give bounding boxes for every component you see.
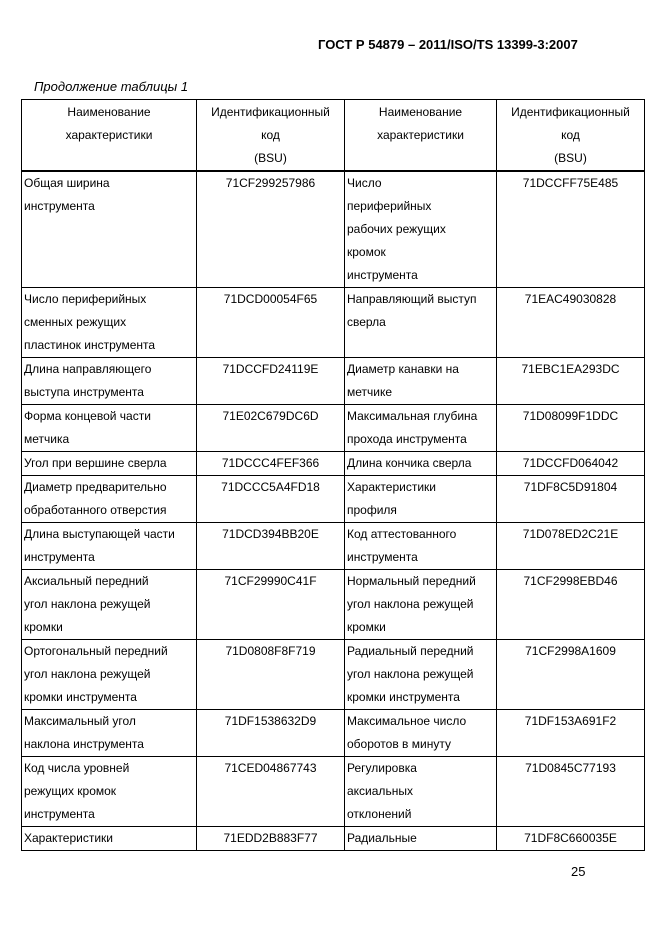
column-header-name-2 xyxy=(345,100,497,172)
cell-line: Угол при вершине сверла xyxy=(24,456,167,470)
cell-line: Число xyxy=(347,176,382,190)
characteristic-name-left xyxy=(22,358,197,405)
cell-line: отклонений xyxy=(347,807,412,821)
cell-line: инструмента xyxy=(347,268,418,282)
table-row xyxy=(22,452,645,476)
column-header-code-2 xyxy=(497,100,645,172)
cell-line: Нормальный передний xyxy=(347,574,476,588)
cell-line: Диаметр канавки на xyxy=(347,362,459,376)
cell-line: оборотов в минуту xyxy=(347,737,451,751)
characteristic-name-left xyxy=(22,288,197,358)
cell-line: Число периферийных xyxy=(24,292,147,306)
characteristic-name-right xyxy=(345,523,497,570)
bsu-code-left: 71DCCC4FEF366 xyxy=(197,452,345,476)
cell-line: периферийных xyxy=(347,199,432,213)
bsu-code-left: 71DCD394BB20E xyxy=(197,523,345,570)
cell-line: метчике xyxy=(347,385,393,399)
cell-line: Радиальные xyxy=(347,831,417,845)
cell-line: рабочих режущих xyxy=(347,222,446,236)
characteristic-name-left xyxy=(22,171,197,288)
bsu-code-right: 71EAC49030828 xyxy=(497,288,645,358)
cell-line: Идентификационный xyxy=(211,105,330,119)
cell-line: характеристики xyxy=(377,128,464,142)
cell-line: сменных режущих xyxy=(24,315,127,329)
page-number: 25 xyxy=(571,864,586,879)
table-caption: Продолжение таблицы 1 xyxy=(34,79,189,94)
cell-line: выступа инструмента xyxy=(24,385,144,399)
characteristic-name-left xyxy=(22,452,197,476)
cell-line: Аксиальный передний xyxy=(24,574,149,588)
characteristic-name-right xyxy=(345,358,497,405)
cell-line: инструмента xyxy=(24,807,95,821)
characteristics-table xyxy=(21,99,645,851)
cell-line: Длина кончика сверла xyxy=(347,456,472,470)
characteristic-name-left xyxy=(22,570,197,640)
cell-line: сверла xyxy=(347,315,386,329)
cell-line: Характеристики xyxy=(24,831,113,845)
table-row xyxy=(22,523,645,570)
table-row xyxy=(22,710,645,757)
bsu-code-left: 71CF299257986 xyxy=(197,171,345,288)
characteristic-name-left xyxy=(22,405,197,452)
bsu-code-left: 71DCCFD24119E xyxy=(197,358,345,405)
cell-line: код xyxy=(561,128,580,142)
cell-line: Ортогональный передний xyxy=(24,644,168,658)
table-row xyxy=(22,171,645,288)
bsu-code-right: 71CF2998A1609 xyxy=(497,640,645,710)
cell-line: угол наклона режущей xyxy=(347,667,474,681)
characteristic-name-right xyxy=(345,171,497,288)
bsu-code-right: 71DCCFF75E485 xyxy=(497,171,645,288)
cell-line: метчика xyxy=(24,432,70,446)
table-row xyxy=(22,827,645,851)
characteristic-name-right xyxy=(345,710,497,757)
bsu-code-right: 71D0845C77193 xyxy=(497,757,645,827)
cell-line: Наименование xyxy=(378,105,463,119)
cell-line: Наименование xyxy=(67,105,151,119)
cell-line: режущих кромок xyxy=(24,784,117,798)
cell-line: угол наклона режущей xyxy=(24,597,151,611)
cell-line: кромок xyxy=(347,245,386,259)
bsu-code-left: 71DF1538632D9 xyxy=(197,710,345,757)
bsu-code-right: 71D08099F1DDC xyxy=(497,405,645,452)
bsu-code-right: 71DF153A691F2 xyxy=(497,710,645,757)
cell-line: Максимальный угол xyxy=(24,714,136,728)
table-row xyxy=(22,570,645,640)
bsu-code-right: 71DCCFD064042 xyxy=(497,452,645,476)
characteristic-name-right xyxy=(345,452,497,476)
cell-line: инструмента xyxy=(24,550,95,564)
characteristic-name-left xyxy=(22,640,197,710)
bsu-code-right: 71D078ED2C21E xyxy=(497,523,645,570)
cell-line: инструмента xyxy=(347,550,418,564)
bsu-code-left: 71E02C679DC6D xyxy=(197,405,345,452)
column-header-code-1 xyxy=(197,100,345,172)
characteristic-name-right xyxy=(345,640,497,710)
table-row xyxy=(22,640,645,710)
cell-line: Длина выступающей части xyxy=(24,527,175,541)
bsu-code-left: 71EDD2B883F77 xyxy=(197,827,345,851)
cell-line: Код числа уровней xyxy=(24,761,130,775)
table-row xyxy=(22,405,645,452)
cell-line: Радиальный передний xyxy=(347,644,474,658)
characteristic-name-left xyxy=(22,757,197,827)
characteristic-name-right xyxy=(345,757,497,827)
bsu-code-right: 71CF2998EBD46 xyxy=(497,570,645,640)
cell-line: Общая ширина xyxy=(24,176,110,190)
cell-line: кромки инструмента xyxy=(24,690,137,704)
cell-line: характеристики xyxy=(65,128,153,142)
cell-line: Максимальная глубина xyxy=(347,409,478,423)
table-row xyxy=(22,288,645,358)
cell-line: Направляющий выступ xyxy=(347,292,477,306)
cell-line: (BSU) xyxy=(554,151,587,165)
table-row xyxy=(22,476,645,523)
characteristic-name-right xyxy=(345,288,497,358)
cell-line: кромки xyxy=(347,620,386,634)
bsu-code-left: 71CED04867743 xyxy=(197,757,345,827)
cell-line: код xyxy=(261,128,280,142)
document-standard-header: ГОСТ Р 54879 – 2011/ISO/TS 13399-3:2007 xyxy=(318,37,578,52)
cell-line: пластинок инструмента xyxy=(24,338,156,352)
cell-line: профиля xyxy=(347,503,397,517)
column-header-name-1 xyxy=(22,100,197,172)
characteristic-name-right xyxy=(345,827,497,851)
bsu-code-right: 71DF8C5D91804 xyxy=(497,476,645,523)
table-header-row xyxy=(22,100,645,172)
bsu-code-left: 71CF29990C41F xyxy=(197,570,345,640)
cell-line: Код аттестованного xyxy=(347,527,457,541)
bsu-code-left: 71D0808F8F719 xyxy=(197,640,345,710)
cell-line: угол наклона режущей xyxy=(24,667,151,681)
table-row xyxy=(22,757,645,827)
table-body xyxy=(22,171,645,851)
characteristic-name-left xyxy=(22,827,197,851)
cell-line: Характеристики xyxy=(347,480,436,494)
characteristic-name-left xyxy=(22,476,197,523)
bsu-code-left: 71DCCC5A4FD18 xyxy=(197,476,345,523)
characteristic-name-right xyxy=(345,570,497,640)
cell-line: прохода инструмента xyxy=(347,432,467,446)
cell-line: аксиальных xyxy=(347,784,413,798)
cell-line: кромки xyxy=(24,620,63,634)
characteristic-name-left xyxy=(22,710,197,757)
bsu-code-left: 71DCD00054F65 xyxy=(197,288,345,358)
cell-line: Диаметр предварительно xyxy=(24,480,167,494)
table-row xyxy=(22,358,645,405)
cell-line: Идентификационный xyxy=(511,105,630,119)
characteristic-name-right xyxy=(345,476,497,523)
cell-line: Длина направляющего xyxy=(24,362,152,376)
cell-line: угол наклона режущей xyxy=(347,597,474,611)
characteristic-name-right xyxy=(345,405,497,452)
characteristic-name-left xyxy=(22,523,197,570)
cell-line: инструмента xyxy=(24,199,95,213)
bsu-code-right: 71EBC1EA293DC xyxy=(497,358,645,405)
bsu-code-right: 71DF8C660035E xyxy=(497,827,645,851)
cell-line: (BSU) xyxy=(254,151,287,165)
cell-line: Форма концевой части xyxy=(24,409,151,423)
cell-line: кромки инструмента xyxy=(347,690,460,704)
cell-line: Максимальное число xyxy=(347,714,467,728)
cell-line: наклона инструмента xyxy=(24,737,144,751)
cell-line: обработанного отверстия xyxy=(24,503,167,517)
cell-line: Регулировка xyxy=(347,761,417,775)
